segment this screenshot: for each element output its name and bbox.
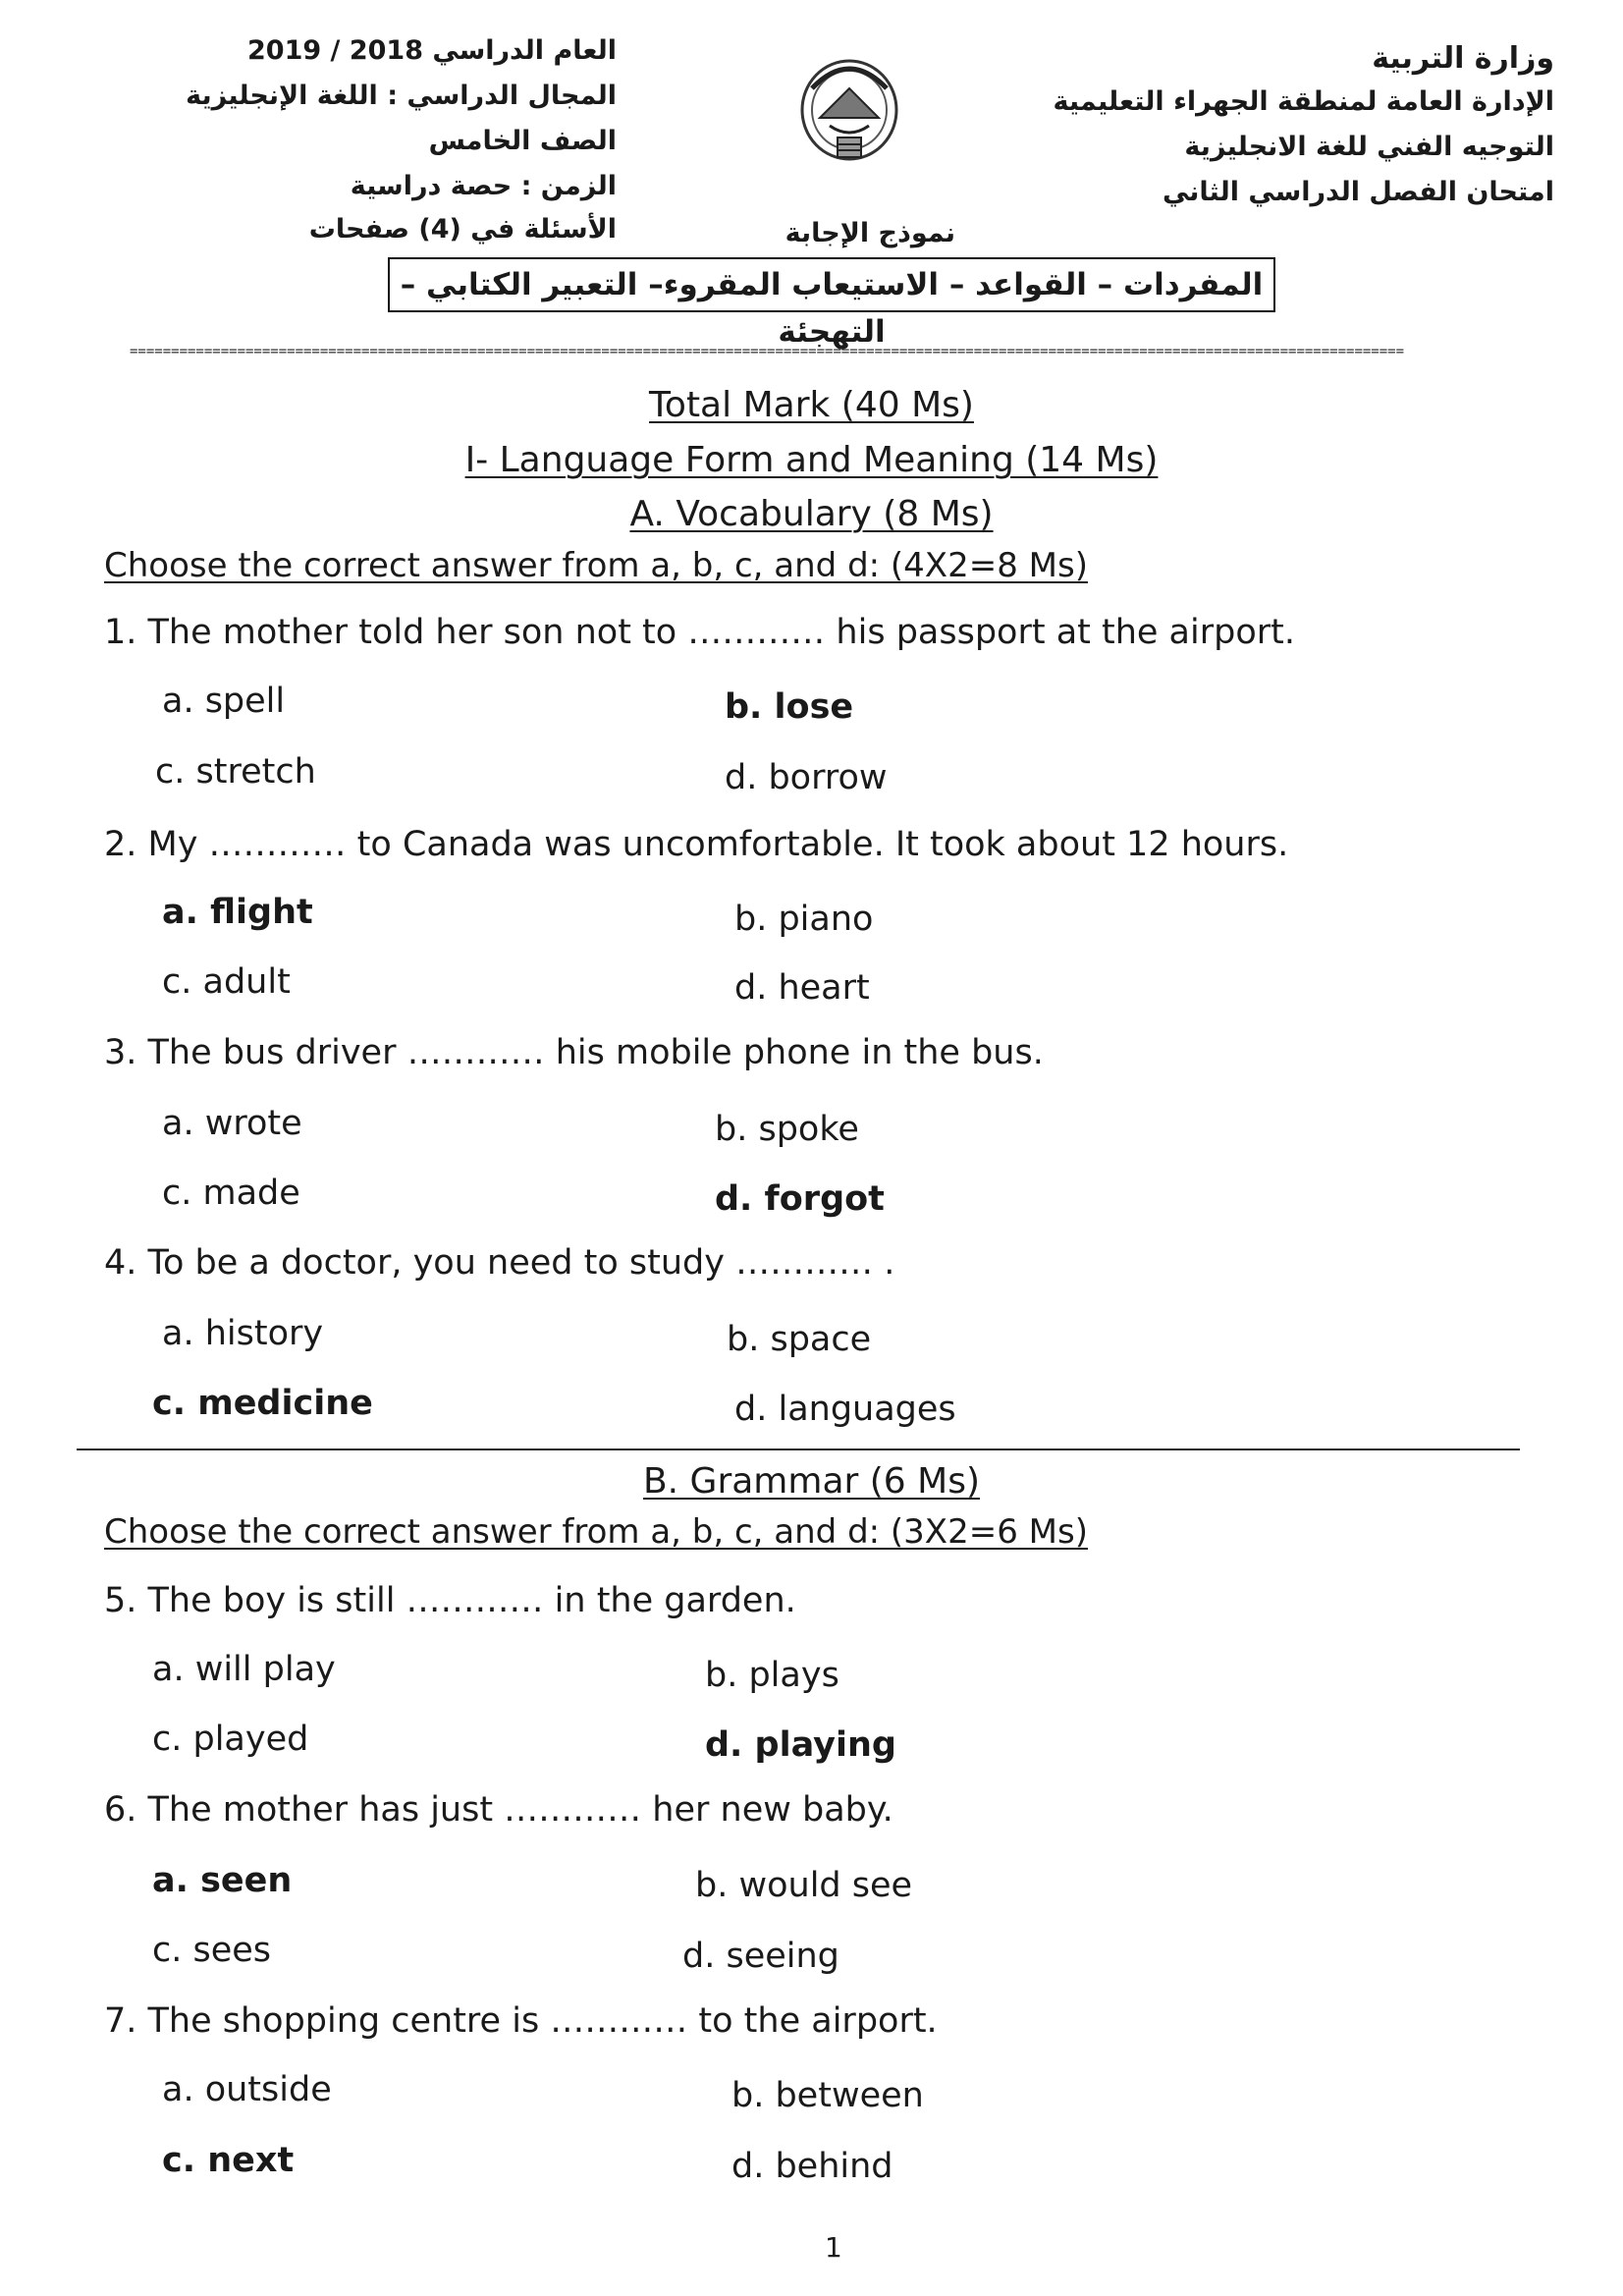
q6-option-b: b. would see <box>695 1866 913 1905</box>
question-3: 3. The bus driver ………… his mobile phone in the bus. <box>104 1033 1044 1072</box>
kuwait-emblem <box>790 49 908 172</box>
emblem-graphic <box>790 49 908 172</box>
total-mark-title <box>0 385 1623 425</box>
page-number: 1 <box>825 2231 842 2264</box>
total-mark-text: Total Mark (40 Ms) <box>649 385 974 425</box>
q7-option-d: d. behind <box>731 2147 893 2186</box>
question-1: 1. The mother told her son not to ………… his passport at the airport. <box>104 613 1295 652</box>
q2-option-b: b. piano <box>734 900 874 939</box>
q3-option-c: c. made <box>162 1174 300 1213</box>
sections-banner: المفردات – القواعد – الاستيعاب المقروء– التعبير الكتابي – التهجئة <box>388 257 1275 312</box>
exam-name: امتحان الفصل الدراسي الثاني <box>1162 177 1554 207</box>
part-title-text: I- Language Form and Meaning (14 Ms) <box>464 440 1159 480</box>
vocab-title <box>0 494 1623 534</box>
q1-option-a: a. spell <box>162 682 286 721</box>
q1-option-d: d. borrow <box>725 758 888 797</box>
q1-option-b: b. lose <box>725 687 854 727</box>
question-5: 5. The boy is still ………… in the garden. <box>104 1581 796 1620</box>
grammar-title <box>0 1461 1623 1502</box>
pages-count: الأسئلة في (4) صفحات <box>308 214 617 245</box>
part-title <box>0 440 1623 480</box>
q6-option-c: c. sees <box>152 1931 272 1970</box>
directorate-name: الإدارة العامة لمنطقة الجهراء التعليمية <box>1053 86 1554 117</box>
q6-option-d: d. seeing <box>682 1937 839 1976</box>
q7-option-a: a. outside <box>162 2070 332 2109</box>
question-7: 7. The shopping centre is ………… to the airport. <box>104 2001 938 2041</box>
vocab-instruction: Choose the correct answer from a, b, c, and d: (4X2=8 Ms) <box>104 546 1088 585</box>
q7-option-b: b. between <box>731 2076 924 2115</box>
subject: المجال الدراسي : اللغة الإنجليزية <box>186 81 617 111</box>
q5-option-d: d. playing <box>705 1725 896 1765</box>
q3-option-a: a. wrote <box>162 1104 302 1143</box>
q7-option-c: c. next <box>162 2141 295 2180</box>
q2-option-c: c. adult <box>162 962 291 1002</box>
academic-year: العام الدراسي 2018 / 2019 <box>247 35 617 66</box>
supervision-name: التوجيه الفني للغة الانجليزية <box>1184 132 1554 162</box>
q6-option-a: a. seen <box>152 1861 293 1900</box>
grammar-instruction: Choose the correct answer from a, b, c, and d: (3X2=6 Ms) <box>104 1512 1088 1552</box>
question-4: 4. To be a doctor, you need to study ………… . <box>104 1243 895 1283</box>
q1-option-c: c. stretch <box>155 752 316 792</box>
q5-option-c: c. played <box>152 1720 309 1759</box>
q3-option-d: d. forgot <box>715 1179 885 1219</box>
q5-option-b: b. plays <box>705 1656 839 1695</box>
q4-option-c: c. medicine <box>152 1384 373 1423</box>
question-2: 2. My ………… to Canada was uncomfortable. It took about 12 hours. <box>104 825 1289 864</box>
q4-option-a: a. history <box>162 1314 324 1353</box>
grammar-title-text: B. Grammar (6 Ms) <box>642 1461 981 1502</box>
grade: الصف الخامس <box>428 126 617 156</box>
q5-option-a: a. will play <box>152 1650 336 1689</box>
question-6: 6. The mother has just ………… her new baby. <box>104 1790 893 1830</box>
duration: الزمن : حصة دراسية <box>350 171 617 201</box>
q3-option-b: b. spoke <box>715 1110 859 1149</box>
q2-option-d: d. heart <box>734 968 870 1008</box>
q4-option-b: b. space <box>727 1320 872 1359</box>
ministry-name: وزارة التربية <box>1372 41 1554 76</box>
q2-option-a: a. flight <box>162 893 313 932</box>
answer-model-label: نموذج الإجابة <box>784 218 955 248</box>
vocab-title-text: A. Vocabulary (8 Ms) <box>629 494 994 534</box>
q4-option-d: d. languages <box>734 1390 956 1429</box>
section-divider <box>77 1449 1520 1450</box>
double-rule: ========================================================================================================================================================== <box>130 344 1405 359</box>
